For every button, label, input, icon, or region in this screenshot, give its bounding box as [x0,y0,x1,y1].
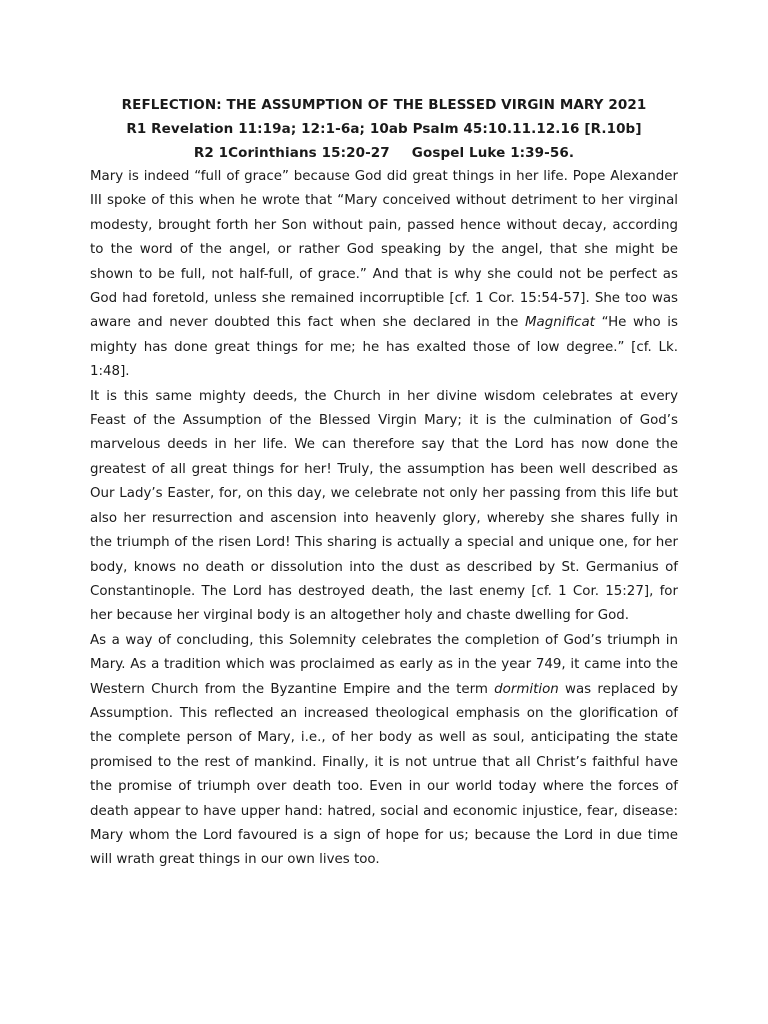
second-reading: R2 1Corinthians 15:20-27 [193,145,390,161]
document-title: REFLECTION: THE ASSUMPTION OF THE BLESSED VIRGIN MARY 2021 [121,97,647,113]
paragraph-1 [90,165,678,385]
readings-line-2 [90,141,678,165]
readings-line-1: R1 Revelation 11:19a; 12:1-6a; 10ab Psalm 45:10.11.12.16 [R.10b] [126,121,642,137]
paragraph-3-text-b: was replaced by Assumption. This reflected an increased theological emphasis on the glorification of the complete person of Mary, i.e., of her body as well as soul, anticipating the state promised to the rest of mankind. Finally, it is not untrue that all Christ’s faithful have the promise of triumph over death too. Even in our world today where the forces of death appear to have upper hand: hatred, social and economic injustice, fear, disease: Mary whom the Lord favoured is a sign of hope for us; because the Lord in due time will wrath great things in our own lives too. [90,681,678,868]
gospel-reading: Gospel Luke 1:39-56. [411,145,575,161]
paragraph-1-text-a: Mary is indeed “full of grace” because God did great things in her life. Pope Alexander III spoke of this when he wrote that “Mary conceived without detriment to her virginal modesty, brought forth her Son without pain, passed hence without decay, according to the word of the angel, or rather God speaking by the angel, that she might be shown to be full, not half-full, of grace.” And that is why she could not be perfect as God had foretold, unless she remained incorruptible [cf. 1 Cor. 15:54-57]. She too was aware and never doubted this fact when she declared in the [90,169,678,331]
paragraph-1-text-b: “He who is mighty has done great things for me; he has exalted those of low degree.” [cf. Lk. 1:48]. [90,315,678,380]
paragraph-3 [90,629,678,873]
paragraph-2: It is this same mighty deeds, the Church in her divine wisdom celebrates at every Feast of the Assumption of the Blessed Virgin Mary; it is the culmination of God’s marvelous deeds in her life. We can therefore say that the Lord has now done the greatest of all great things for her! Truly, the assumption has been well described as Our Lady’s Easter, for, on this day, we celebrate not only her passing from this life but also her resurrection and ascension into heavenly glory, whereby she shares fully in the triumph of the risen Lord! This sharing is actually a special and unique one, for her body, knows no death or dissolution into the dust as described by St. Germanius of Constantinople. The Lord has destroyed death, the last enemy [cf. 1 Cor. 15:27], for her because her virginal body is an altogether holy and chaste dwelling for God. [90,388,678,624]
document-page [90,93,678,873]
dormition-italic: dormition [494,681,559,697]
magnificat-italic: Magnificat [525,315,595,331]
paragraph-3-text-a: As a way of concluding, this Solemnity celebrates the completion of God’s triumph in Mary. As a tradition which was proclaimed as early as in the year 749, it came into the Western Church from the Byzantine Empire and the term [90,632,678,697]
